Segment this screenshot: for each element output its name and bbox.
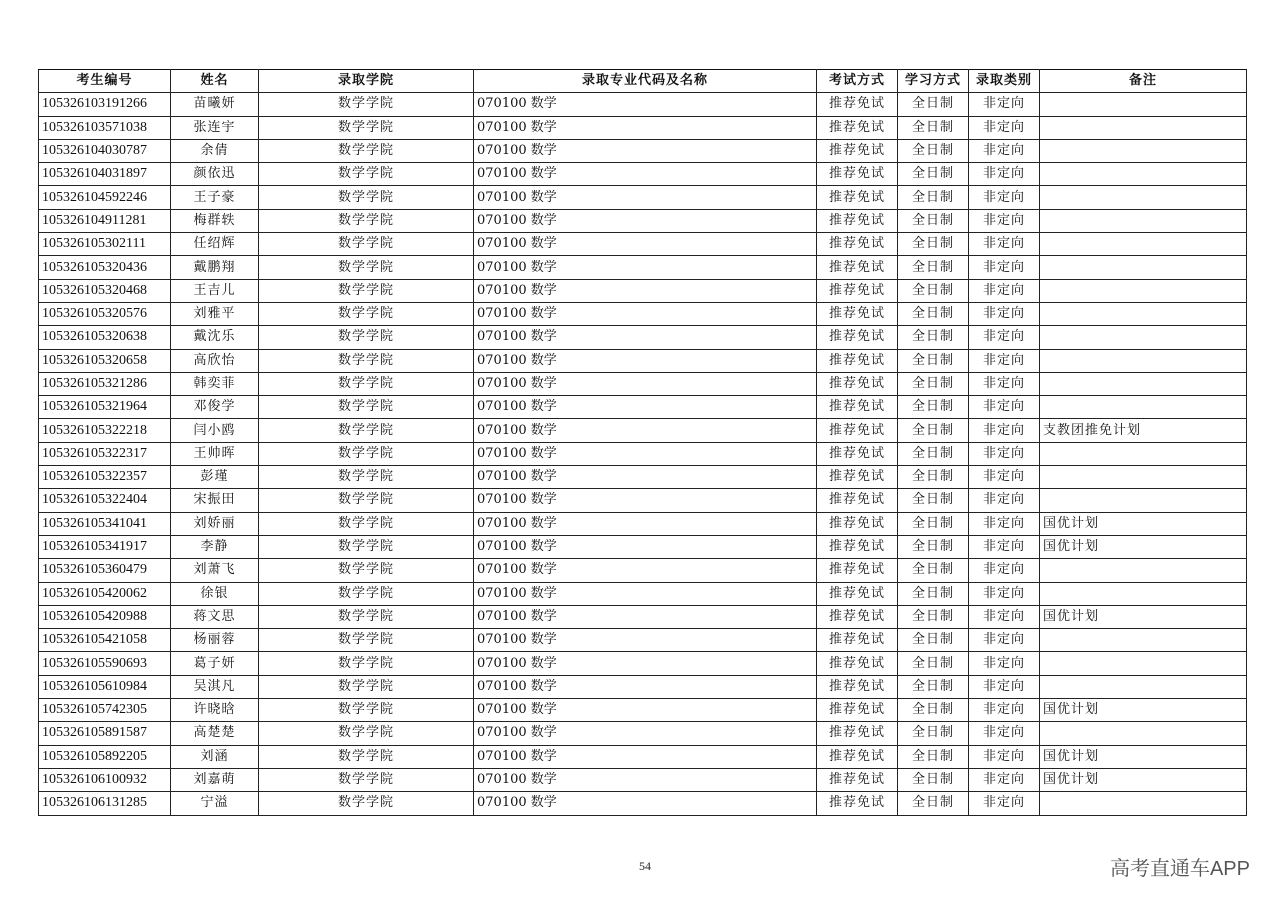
major-cell: 070100 数学: [474, 116, 817, 139]
study-mode-cell: 全日制: [898, 116, 969, 139]
study-mode-cell: 全日制: [898, 512, 969, 535]
table-body: [39, 93, 1247, 815]
study-mode-cell: 全日制: [898, 279, 969, 302]
study-mode-cell: 全日制: [898, 372, 969, 395]
remarks-cell: 国优计划: [1040, 699, 1247, 722]
major-cell: 070100 数学: [474, 535, 817, 558]
major-cell: 070100 数学: [474, 256, 817, 279]
major-cell: 070100 数学: [474, 302, 817, 325]
category-cell: 非定向: [969, 535, 1040, 558]
college-cell: 数学学院: [259, 139, 474, 162]
candidate-id-cell: 105326104030787: [39, 139, 171, 162]
college-cell: 数学学院: [259, 256, 474, 279]
candidate-id-cell: 105326104031897: [39, 163, 171, 186]
remarks-cell: [1040, 93, 1247, 116]
remarks-cell: [1040, 442, 1247, 465]
table-row: [39, 512, 1247, 535]
major-cell: 070100 数学: [474, 209, 817, 232]
college-cell: 数学学院: [259, 675, 474, 698]
exam-type-cell: 推荐免试: [817, 233, 898, 256]
study-mode-cell: 全日制: [898, 163, 969, 186]
table-row: [39, 186, 1247, 209]
table-row: [39, 629, 1247, 652]
candidate-id-cell: 105326105360479: [39, 559, 171, 582]
major-cell: 070100 数学: [474, 279, 817, 302]
exam-type-cell: 推荐免试: [817, 466, 898, 489]
header-college: 录取学院: [259, 70, 474, 93]
category-cell: 非定向: [969, 302, 1040, 325]
table-row: [39, 419, 1247, 442]
name-cell: 颜依迅: [171, 163, 259, 186]
remarks-cell: [1040, 372, 1247, 395]
table-row: [39, 442, 1247, 465]
candidate-id-cell: 105326106131285: [39, 792, 171, 815]
exam-type-cell: 推荐免试: [817, 535, 898, 558]
college-cell: 数学学院: [259, 326, 474, 349]
candidate-id-cell: 105326105320436: [39, 256, 171, 279]
major-cell: 070100 数学: [474, 652, 817, 675]
candidate-id-cell: 105326105322404: [39, 489, 171, 512]
study-mode-cell: 全日制: [898, 582, 969, 605]
exam-type-cell: 推荐免试: [817, 792, 898, 815]
candidate-id-cell: 105326104592246: [39, 186, 171, 209]
name-cell: 高欣怡: [171, 349, 259, 372]
exam-type-cell: 推荐免试: [817, 512, 898, 535]
name-cell: 梅群轶: [171, 209, 259, 232]
category-cell: 非定向: [969, 675, 1040, 698]
table-row: [39, 233, 1247, 256]
candidate-id-cell: 105326105302111: [39, 233, 171, 256]
category-cell: 非定向: [969, 652, 1040, 675]
remarks-cell: [1040, 722, 1247, 745]
table-row: [39, 372, 1247, 395]
remarks-cell: [1040, 582, 1247, 605]
college-cell: 数学学院: [259, 745, 474, 768]
header-remarks: 备注: [1040, 70, 1247, 93]
exam-type-cell: 推荐免试: [817, 302, 898, 325]
college-cell: 数学学院: [259, 302, 474, 325]
major-cell: 070100 数学: [474, 559, 817, 582]
college-cell: 数学学院: [259, 792, 474, 815]
table-row: [39, 139, 1247, 162]
study-mode-cell: 全日制: [898, 209, 969, 232]
remarks-cell: [1040, 302, 1247, 325]
exam-type-cell: 推荐免试: [817, 652, 898, 675]
candidate-id-cell: 105326105892205: [39, 745, 171, 768]
candidate-id-cell: 105326105742305: [39, 699, 171, 722]
exam-type-cell: 推荐免试: [817, 442, 898, 465]
major-cell: 070100 数学: [474, 349, 817, 372]
major-cell: 070100 数学: [474, 675, 817, 698]
study-mode-cell: 全日制: [898, 442, 969, 465]
college-cell: 数学学院: [259, 396, 474, 419]
category-cell: 非定向: [969, 582, 1040, 605]
candidate-id-cell: 105326103191266: [39, 93, 171, 116]
remarks-cell: [1040, 629, 1247, 652]
category-cell: 非定向: [969, 512, 1040, 535]
candidate-id-cell: 105326105320576: [39, 302, 171, 325]
candidate-id-cell: 105326105320638: [39, 326, 171, 349]
name-cell: 李静: [171, 535, 259, 558]
study-mode-cell: 全日制: [898, 535, 969, 558]
category-cell: 非定向: [969, 489, 1040, 512]
name-cell: 徐银: [171, 582, 259, 605]
major-cell: 070100 数学: [474, 745, 817, 768]
exam-type-cell: 推荐免试: [817, 163, 898, 186]
category-cell: 非定向: [969, 279, 1040, 302]
category-cell: 非定向: [969, 466, 1040, 489]
remarks-cell: [1040, 116, 1247, 139]
exam-type-cell: 推荐免试: [817, 186, 898, 209]
candidate-id-cell: 105326105341917: [39, 535, 171, 558]
major-cell: 070100 数学: [474, 442, 817, 465]
study-mode-cell: 全日制: [898, 792, 969, 815]
candidate-id-cell: 105326105420062: [39, 582, 171, 605]
name-cell: 张连宇: [171, 116, 259, 139]
candidate-id-cell: 105326105610984: [39, 675, 171, 698]
candidate-id-cell: 105326104911281: [39, 209, 171, 232]
category-cell: 非定向: [969, 745, 1040, 768]
candidate-id-cell: 105326105891587: [39, 722, 171, 745]
category-cell: 非定向: [969, 139, 1040, 162]
category-cell: 非定向: [969, 256, 1040, 279]
remarks-cell: [1040, 559, 1247, 582]
study-mode-cell: 全日制: [898, 93, 969, 116]
study-mode-cell: 全日制: [898, 675, 969, 698]
college-cell: 数学学院: [259, 722, 474, 745]
study-mode-cell: 全日制: [898, 745, 969, 768]
college-cell: 数学学院: [259, 186, 474, 209]
remarks-cell: 国优计划: [1040, 605, 1247, 628]
table-row: [39, 559, 1247, 582]
major-cell: 070100 数学: [474, 233, 817, 256]
name-cell: 葛子妍: [171, 652, 259, 675]
remarks-cell: 国优计划: [1040, 512, 1247, 535]
study-mode-cell: 全日制: [898, 233, 969, 256]
college-cell: 数学学院: [259, 768, 474, 791]
table-row: [39, 93, 1247, 116]
admission-table: [38, 69, 1247, 816]
category-cell: 非定向: [969, 605, 1040, 628]
name-cell: 许晓晗: [171, 699, 259, 722]
header-major: 录取专业代码及名称: [474, 70, 817, 93]
header-candidate-id: 考生编号: [39, 70, 171, 93]
candidate-id-cell: 105326103571038: [39, 116, 171, 139]
remarks-cell: 国优计划: [1040, 768, 1247, 791]
category-cell: 非定向: [969, 442, 1040, 465]
category-cell: 非定向: [969, 233, 1040, 256]
major-cell: 070100 数学: [474, 326, 817, 349]
exam-type-cell: 推荐免试: [817, 396, 898, 419]
table-row: [39, 582, 1247, 605]
table-row: [39, 302, 1247, 325]
exam-type-cell: 推荐免试: [817, 419, 898, 442]
college-cell: 数学学院: [259, 605, 474, 628]
college-cell: 数学学院: [259, 466, 474, 489]
remarks-cell: [1040, 279, 1247, 302]
major-cell: 070100 数学: [474, 466, 817, 489]
category-cell: 非定向: [969, 116, 1040, 139]
study-mode-cell: 全日制: [898, 349, 969, 372]
table-row: [39, 116, 1247, 139]
table-row: [39, 209, 1247, 232]
table-row: [39, 675, 1247, 698]
name-cell: 刘雅平: [171, 302, 259, 325]
exam-type-cell: 推荐免试: [817, 116, 898, 139]
remarks-cell: [1040, 489, 1247, 512]
page-number: 54: [639, 859, 651, 873]
college-cell: 数学学院: [259, 233, 474, 256]
college-cell: 数学学院: [259, 419, 474, 442]
study-mode-cell: 全日制: [898, 559, 969, 582]
major-cell: 070100 数学: [474, 186, 817, 209]
college-cell: 数学学院: [259, 699, 474, 722]
college-cell: 数学学院: [259, 116, 474, 139]
remarks-cell: 国优计划: [1040, 745, 1247, 768]
name-cell: 王子豪: [171, 186, 259, 209]
major-cell: 070100 数学: [474, 722, 817, 745]
table-row: [39, 466, 1247, 489]
study-mode-cell: 全日制: [898, 652, 969, 675]
remarks-cell: 支教团推免计划: [1040, 419, 1247, 442]
candidate-id-cell: 105326105321286: [39, 372, 171, 395]
exam-type-cell: 推荐免试: [817, 93, 898, 116]
name-cell: 杨丽蓉: [171, 629, 259, 652]
study-mode-cell: 全日制: [898, 768, 969, 791]
major-cell: 070100 数学: [474, 163, 817, 186]
candidate-id-cell: 105326105322317: [39, 442, 171, 465]
exam-type-cell: 推荐免试: [817, 605, 898, 628]
name-cell: 邓俊学: [171, 396, 259, 419]
exam-type-cell: 推荐免试: [817, 699, 898, 722]
study-mode-cell: 全日制: [898, 396, 969, 419]
remarks-cell: [1040, 349, 1247, 372]
exam-type-cell: 推荐免试: [817, 326, 898, 349]
exam-type-cell: 推荐免试: [817, 722, 898, 745]
remarks-cell: [1040, 466, 1247, 489]
candidate-id-cell: 105326105320468: [39, 279, 171, 302]
study-mode-cell: 全日制: [898, 256, 969, 279]
remarks-cell: [1040, 396, 1247, 419]
college-cell: 数学学院: [259, 372, 474, 395]
table-row: [39, 652, 1247, 675]
category-cell: 非定向: [969, 768, 1040, 791]
study-mode-cell: 全日制: [898, 722, 969, 745]
name-cell: 宁溢: [171, 792, 259, 815]
table-row: [39, 349, 1247, 372]
major-cell: 070100 数学: [474, 768, 817, 791]
table-header-row: [39, 70, 1247, 93]
category-cell: 非定向: [969, 396, 1040, 419]
major-cell: 070100 数学: [474, 629, 817, 652]
table-row: [39, 489, 1247, 512]
remarks-cell: [1040, 233, 1247, 256]
exam-type-cell: 推荐免试: [817, 582, 898, 605]
name-cell: 戴鹏翔: [171, 256, 259, 279]
candidate-id-cell: 105326105590693: [39, 652, 171, 675]
major-cell: 070100 数学: [474, 93, 817, 116]
name-cell: 吴淇凡: [171, 675, 259, 698]
exam-type-cell: 推荐免试: [817, 768, 898, 791]
remarks-cell: [1040, 209, 1247, 232]
major-cell: 070100 数学: [474, 489, 817, 512]
category-cell: 非定向: [969, 699, 1040, 722]
exam-type-cell: 推荐免试: [817, 209, 898, 232]
category-cell: 非定向: [969, 722, 1040, 745]
college-cell: 数学学院: [259, 652, 474, 675]
category-cell: 非定向: [969, 326, 1040, 349]
college-cell: 数学学院: [259, 349, 474, 372]
name-cell: 闫小鸥: [171, 419, 259, 442]
study-mode-cell: 全日制: [898, 186, 969, 209]
college-cell: 数学学院: [259, 582, 474, 605]
remarks-cell: [1040, 792, 1247, 815]
exam-type-cell: 推荐免试: [817, 279, 898, 302]
candidate-id-cell: 105326105341041: [39, 512, 171, 535]
college-cell: 数学学院: [259, 535, 474, 558]
remarks-cell: [1040, 256, 1247, 279]
remarks-cell: 国优计划: [1040, 535, 1247, 558]
major-cell: 070100 数学: [474, 605, 817, 628]
name-cell: 苗曦妍: [171, 93, 259, 116]
exam-type-cell: 推荐免试: [817, 745, 898, 768]
candidate-id-cell: 105326106100932: [39, 768, 171, 791]
name-cell: 刘娇丽: [171, 512, 259, 535]
college-cell: 数学学院: [259, 512, 474, 535]
category-cell: 非定向: [969, 186, 1040, 209]
college-cell: 数学学院: [259, 163, 474, 186]
candidate-id-cell: 105326105322357: [39, 466, 171, 489]
table-row: [39, 768, 1247, 791]
study-mode-cell: 全日制: [898, 302, 969, 325]
college-cell: 数学学院: [259, 279, 474, 302]
header-name: 姓名: [171, 70, 259, 93]
major-cell: 070100 数学: [474, 139, 817, 162]
name-cell: 高楚楚: [171, 722, 259, 745]
table-row: [39, 326, 1247, 349]
study-mode-cell: 全日制: [898, 326, 969, 349]
exam-type-cell: 推荐免试: [817, 559, 898, 582]
exam-type-cell: 推荐免试: [817, 675, 898, 698]
name-cell: 韩奕菲: [171, 372, 259, 395]
exam-type-cell: 推荐免试: [817, 139, 898, 162]
table-row: [39, 722, 1247, 745]
candidate-id-cell: 105326105321964: [39, 396, 171, 419]
study-mode-cell: 全日制: [898, 139, 969, 162]
study-mode-cell: 全日制: [898, 466, 969, 489]
table-row: [39, 396, 1247, 419]
college-cell: 数学学院: [259, 489, 474, 512]
table-row: [39, 535, 1247, 558]
watermark: 高考直通车APP: [1109, 858, 1250, 880]
major-cell: 070100 数学: [474, 699, 817, 722]
college-cell: 数学学院: [259, 559, 474, 582]
name-cell: 刘萧飞: [171, 559, 259, 582]
remarks-cell: [1040, 163, 1247, 186]
candidate-id-cell: 105326105421058: [39, 629, 171, 652]
major-cell: 070100 数学: [474, 792, 817, 815]
name-cell: 王吉儿: [171, 279, 259, 302]
name-cell: 刘嘉萌: [171, 768, 259, 791]
table-row: [39, 745, 1247, 768]
major-cell: 070100 数学: [474, 372, 817, 395]
candidate-id-cell: 105326105420988: [39, 605, 171, 628]
table-row: [39, 163, 1247, 186]
exam-type-cell: 推荐免试: [817, 629, 898, 652]
major-cell: 070100 数学: [474, 419, 817, 442]
header-study-mode: 学习方式: [898, 70, 969, 93]
remarks-cell: [1040, 652, 1247, 675]
study-mode-cell: 全日制: [898, 419, 969, 442]
college-cell: 数学学院: [259, 93, 474, 116]
name-cell: 刘涵: [171, 745, 259, 768]
category-cell: 非定向: [969, 372, 1040, 395]
college-cell: 数学学院: [259, 629, 474, 652]
study-mode-cell: 全日制: [898, 489, 969, 512]
exam-type-cell: 推荐免试: [817, 349, 898, 372]
exam-type-cell: 推荐免试: [817, 372, 898, 395]
remarks-cell: [1040, 675, 1247, 698]
name-cell: 彭瑾: [171, 466, 259, 489]
study-mode-cell: 全日制: [898, 605, 969, 628]
name-cell: 王帅晖: [171, 442, 259, 465]
category-cell: 非定向: [969, 163, 1040, 186]
category-cell: 非定向: [969, 559, 1040, 582]
category-cell: 非定向: [969, 209, 1040, 232]
major-cell: 070100 数学: [474, 582, 817, 605]
name-cell: 余倩: [171, 139, 259, 162]
category-cell: 非定向: [969, 419, 1040, 442]
table-row: [39, 605, 1247, 628]
exam-type-cell: 推荐免试: [817, 256, 898, 279]
header-category: 录取类别: [969, 70, 1040, 93]
remarks-cell: [1040, 326, 1247, 349]
exam-type-cell: 推荐免试: [817, 489, 898, 512]
candidate-id-cell: 105326105320658: [39, 349, 171, 372]
study-mode-cell: 全日制: [898, 629, 969, 652]
category-cell: 非定向: [969, 93, 1040, 116]
remarks-cell: [1040, 139, 1247, 162]
name-cell: 蒋文思: [171, 605, 259, 628]
study-mode-cell: 全日制: [898, 699, 969, 722]
category-cell: 非定向: [969, 629, 1040, 652]
college-cell: 数学学院: [259, 442, 474, 465]
table-row: [39, 792, 1247, 815]
category-cell: 非定向: [969, 349, 1040, 372]
name-cell: 宋振田: [171, 489, 259, 512]
candidate-id-cell: 105326105322218: [39, 419, 171, 442]
table-row: [39, 699, 1247, 722]
college-cell: 数学学院: [259, 209, 474, 232]
table-row: [39, 256, 1247, 279]
major-cell: 070100 数学: [474, 396, 817, 419]
name-cell: 任绍辉: [171, 233, 259, 256]
name-cell: 戴沈乐: [171, 326, 259, 349]
table-row: [39, 279, 1247, 302]
remarks-cell: [1040, 186, 1247, 209]
category-cell: 非定向: [969, 792, 1040, 815]
header-exam-type: 考试方式: [817, 70, 898, 93]
major-cell: 070100 数学: [474, 512, 817, 535]
